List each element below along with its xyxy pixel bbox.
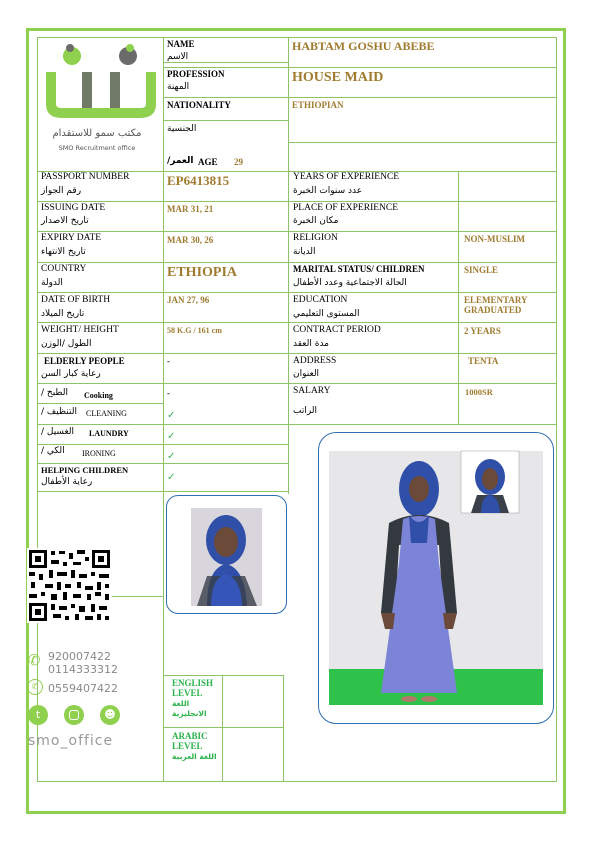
country-label: COUNTRY [41, 264, 87, 274]
expiry-value: MAR 30, 26 [167, 235, 214, 245]
whatsapp-number[interactable]: 0559407422 [48, 682, 118, 695]
education-label: EDUCATION [293, 295, 348, 305]
snapchat-icon[interactable]: ☻ [100, 705, 120, 725]
laundry-check-icon: ✓ [167, 431, 176, 442]
elderly-value: - [167, 356, 170, 366]
religion-label: RELIGION [293, 233, 338, 243]
cleaning-label: CLEANING [86, 409, 127, 418]
twitter-icon[interactable]: t [28, 705, 48, 725]
social-handle[interactable]: smo_office [28, 733, 114, 749]
country-label-ar: الدولة [41, 278, 63, 288]
profession-value: HOUSE MAID [292, 70, 384, 85]
ironing-check-icon: ✓ [167, 451, 176, 462]
logo-text-en: SMO Recruitment office [58, 144, 136, 152]
english-level-label-ar: اللغة الانجليزية [172, 699, 207, 718]
country-value: ETHIOPIA [167, 265, 238, 280]
contract-label: CONTRACT PERIOD [293, 325, 381, 335]
dob-label-ar: تاريخ الميلاد [41, 309, 85, 319]
phone-number-2[interactable]: 0114333312 [48, 663, 118, 676]
arabic-level-label: ARABIC LEVEL [172, 731, 208, 751]
dob-value: JAN 27, 96 [167, 295, 210, 305]
portrait-photo-small [166, 495, 287, 614]
issuing-value: MAR 31, 21 [167, 204, 214, 214]
salary-label-ar: الراتب [293, 406, 318, 416]
address-label: ADDRESS [293, 356, 337, 366]
salary-label: SALARY [293, 386, 331, 396]
whatsapp-icon: ✆ [27, 679, 43, 695]
ironing-label-ar: الكي / [41, 446, 65, 456]
helping-label-ar: رعاية الأطفال [41, 477, 93, 487]
nationality-label-ar: الجنسية [167, 124, 197, 134]
passport-value: EP6413815 [167, 173, 230, 188]
religion-label-ar: الديانة [293, 247, 316, 257]
instagram-icon[interactable] [64, 705, 84, 725]
name-label: NAME [167, 39, 195, 49]
weight-label: WEIGHT/ HEIGHT [41, 325, 119, 335]
place-label: PLACE OF EXPERIENCE [293, 203, 399, 213]
weight-value: 58 K.G / 161 cm [167, 326, 222, 335]
phone-icon: ✆ [28, 651, 41, 669]
cooking-value: - [167, 388, 170, 398]
profession-label: PROFESSION [167, 69, 225, 79]
issuing-label: ISSUING DATE [41, 203, 106, 213]
address-label-ar: العنوان [293, 369, 320, 379]
experience-label-ar: عدد سنوات الخبرة [293, 186, 363, 196]
phone-number-1[interactable]: 920007422 [48, 650, 111, 663]
education-value: ELEMENTARY GRADUATED [464, 295, 528, 315]
passport-label-ar: رقم الجواز [41, 186, 82, 196]
marital-value: SINGLE [464, 265, 499, 275]
age-value: 29 [234, 157, 243, 167]
elderly-label: ELDERLY PEOPLE [44, 356, 125, 366]
cooking-label: Cooking [84, 391, 113, 400]
name-label-ar: الاسم [167, 52, 189, 62]
marital-label: MARITAL STATUS/ CHILDREN [293, 264, 425, 274]
experience-label: YEARS OF EXPERIENCE [293, 172, 400, 182]
helping-check-icon: ✓ [167, 472, 176, 483]
address-value: TENTA [468, 356, 499, 366]
dob-label: DATE OF BIRTH [41, 295, 111, 305]
contract-label-ar: مدة العقد [293, 339, 329, 349]
ironing-label: IRONING [82, 449, 116, 458]
passport-label: PASSPORT NUMBER [41, 172, 130, 182]
elderly-label-ar: رعاية كبار السن [41, 369, 101, 379]
weight-label-ar: الطول /الوزن [41, 339, 92, 349]
cleaning-label-ar: التنظيف / [41, 407, 77, 417]
cooking-label-ar: الطبخ / [41, 388, 69, 398]
full-body-photo [318, 432, 554, 724]
marital-label-ar: الحالة الاجتماعية وعدد الأطفال [293, 278, 407, 288]
age-label-ar: العمر/ [167, 156, 194, 166]
logo-icon [42, 42, 160, 122]
nationality-value: ETHIOPIAN [292, 100, 344, 110]
logo-text-ar: مكتب سمو للاستقدام [52, 128, 142, 139]
qr-code [27, 548, 112, 623]
nationality-label: NATIONALITY [167, 100, 231, 110]
profession-label-ar: المهنة [167, 82, 190, 92]
english-level-label: ENGLISH LEVEL [172, 678, 214, 698]
arabic-level-label-ar: اللغة العربية [172, 752, 217, 761]
expiry-label: EXPIRY DATE [41, 233, 102, 243]
age-label: AGE [198, 157, 218, 167]
laundry-label: LAUNDRY [89, 429, 129, 438]
religion-value: NON-MUSLIM [464, 234, 525, 244]
education-label-ar: المستوى التعليمي [293, 309, 360, 319]
helping-label: HELPING CHILDREN [41, 465, 129, 475]
company-logo [42, 42, 160, 170]
name-value: HABTAM GOSHU ABEBE [292, 39, 435, 53]
laundry-label-ar: الغسيل / [41, 427, 75, 437]
expiry-label-ar: تاريخ الانتهاء [41, 247, 86, 257]
issuing-label-ar: تاريخ الاصدار [41, 216, 89, 226]
contract-value: 2 YEARS [464, 326, 501, 336]
place-label-ar: مكان الخبرة [293, 216, 339, 226]
cleaning-check-icon: ✓ [167, 410, 176, 421]
salary-value: 1000SR [465, 387, 493, 397]
